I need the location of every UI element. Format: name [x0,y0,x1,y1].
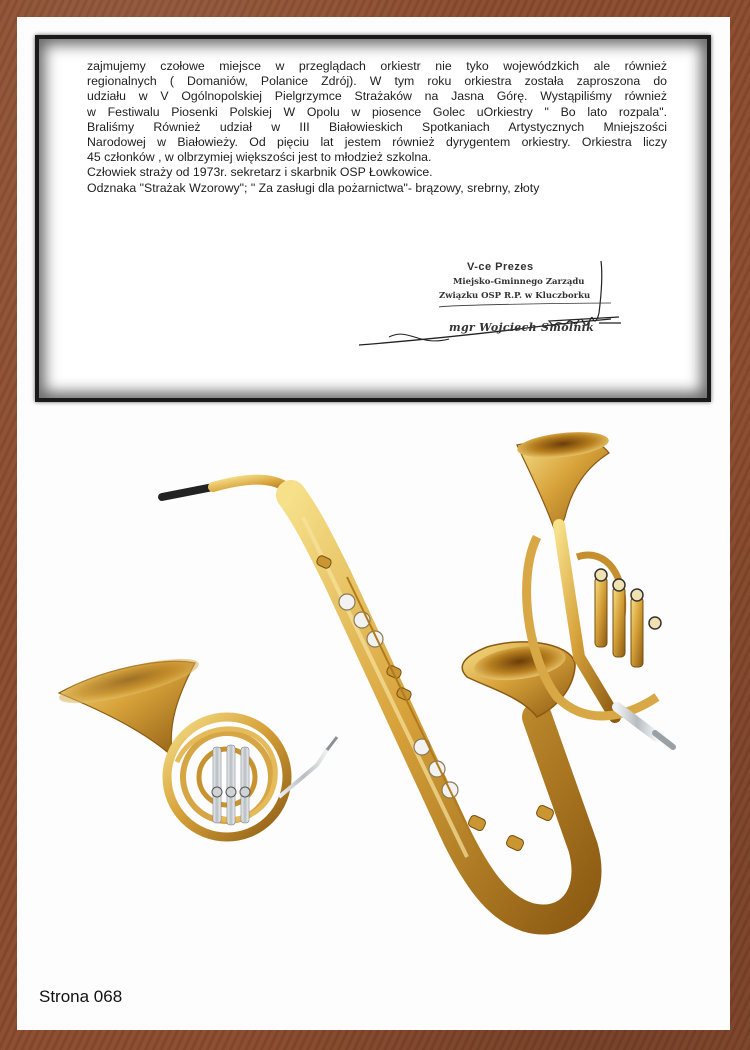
page-number: Strona 068 [39,987,123,1006]
doc-line: Braliśmy Również udział w III Białowieskich Spotkaniach Artystycznych Mniejszości [87,119,667,134]
doc-line: Narodowej w Białowieży. Od pięciu lat jestem również dyrygentem orkiestry. Orkiestra liczy [87,135,667,150]
doc-line: Odznaka "Strażak Wzorowy"; " Za zasługi dla pożarnictwa"- brązowy, srebrny, złoty [87,180,540,195]
french-horn-image [56,650,337,837]
doc-line: 45 członków , w olbrzymiej większości jest to młodzież szkolna. [87,150,432,165]
stamp-line-3: Związku OSP R.P. w Kluczborku [439,291,591,301]
stamp-line-2: Miejsko-Gminnego Zarządu [453,277,585,287]
doc-line: Człowiek straży od 1973r. sekretarz i skarbnik OSP Łowkowice. [87,165,433,180]
doc-line: zajmujemy czołowe miejsce w przeglądach orkiestr nie tyko wojewódzkich ale również [87,59,667,73]
stamp-title: V-ce Prezes [467,261,534,273]
saxophone-image [162,480,586,920]
doc-line: udziału w V Ogólnopolskiej Pielgrzymce Strażaków na Jasna Górę. Wystąpiliśmy również [87,89,667,104]
doc-line: regionalnych ( Domaniów, Polanice Zdrój). W tym roku orkiestra została zaproszona do [87,74,667,89]
doc-line: w Festiwalu Piosenki Polskiej W Opolu w piosence Golec uOrkiestry " Bo lato rozpala". [87,104,667,119]
page-sheet [17,17,730,1030]
stamp-name: mgr Wojciech Smolnik [449,321,595,334]
instruments-illustration [17,17,730,1030]
